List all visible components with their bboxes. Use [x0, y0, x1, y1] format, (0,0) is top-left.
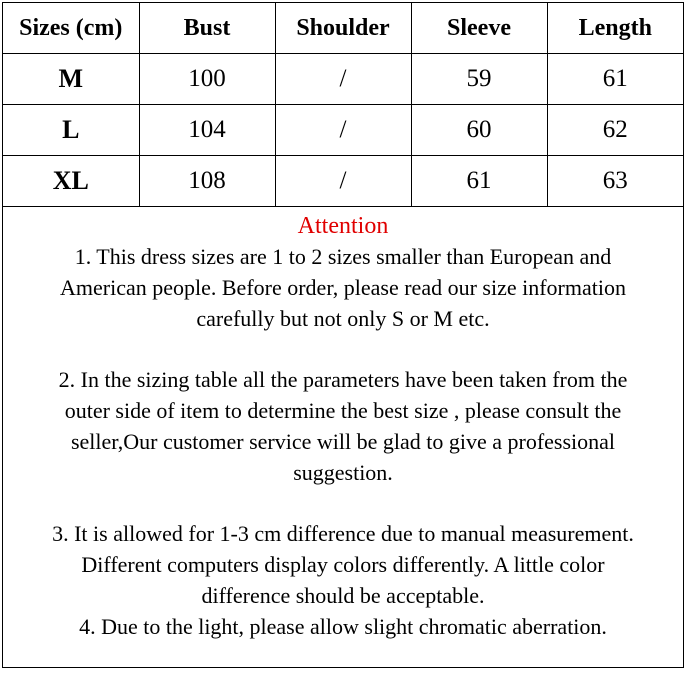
note-line: carefully but not only S or M etc.	[196, 306, 490, 331]
table-header-row	[3, 3, 683, 54]
bust-cell: 104	[139, 105, 275, 156]
note-line: 3. It is allowed for 1-3 cm difference due to manual measurement.	[52, 521, 634, 546]
bust-cell: 108	[139, 156, 275, 207]
attention-notes	[3, 207, 683, 642]
sleeve-cell: 61	[411, 156, 547, 207]
note-line: American people. Before order, please read our size information	[60, 275, 626, 300]
attention-title: Attention	[297, 213, 389, 239]
bust-cell: 100	[139, 54, 275, 105]
sleeve-cell: 59	[411, 54, 547, 105]
paragraph-gap	[3, 488, 683, 518]
note-paragraph-2	[3, 364, 683, 488]
table-row	[3, 105, 683, 156]
header-shoulder: Shoulder	[275, 3, 411, 54]
shoulder-cell: /	[275, 54, 411, 105]
size-cell: XL	[3, 156, 139, 207]
length-cell: 63	[547, 156, 683, 207]
size-table	[3, 3, 683, 207]
size-cell: L	[3, 105, 139, 156]
header-sleeve: Sleeve	[411, 3, 547, 54]
note-line: suggestion.	[293, 460, 393, 485]
note-line: 2. In the sizing table all the parameters have been taken from the	[58, 367, 628, 392]
sleeve-cell: 60	[411, 105, 547, 156]
note-line: 4. Due to the light, please allow slight chromatic aberration.	[79, 614, 607, 639]
length-cell: 62	[547, 105, 683, 156]
note-line: outer side of item to determine the best size , please consult the	[64, 398, 622, 423]
length-cell: 61	[547, 54, 683, 105]
note-line: seller,Our customer service will be glad to give a professional	[70, 429, 616, 454]
note-line: difference should be acceptable.	[201, 583, 485, 608]
note-paragraph-3	[3, 518, 683, 642]
size-cell: M	[3, 54, 139, 105]
size-chart	[2, 2, 684, 668]
header-sizes: Sizes (cm)	[3, 3, 139, 54]
header-bust: Bust	[139, 3, 275, 54]
note-line: Different computers display colors differently. A little color	[81, 552, 605, 577]
table-row	[3, 54, 683, 105]
shoulder-cell: /	[275, 105, 411, 156]
paragraph-gap	[3, 334, 683, 364]
note-paragraph-1	[3, 241, 683, 334]
table-row	[3, 156, 683, 207]
header-length: Length	[547, 3, 683, 54]
note-line: 1. This dress sizes are 1 to 2 sizes smaller than European and	[74, 244, 612, 269]
shoulder-cell: /	[275, 156, 411, 207]
